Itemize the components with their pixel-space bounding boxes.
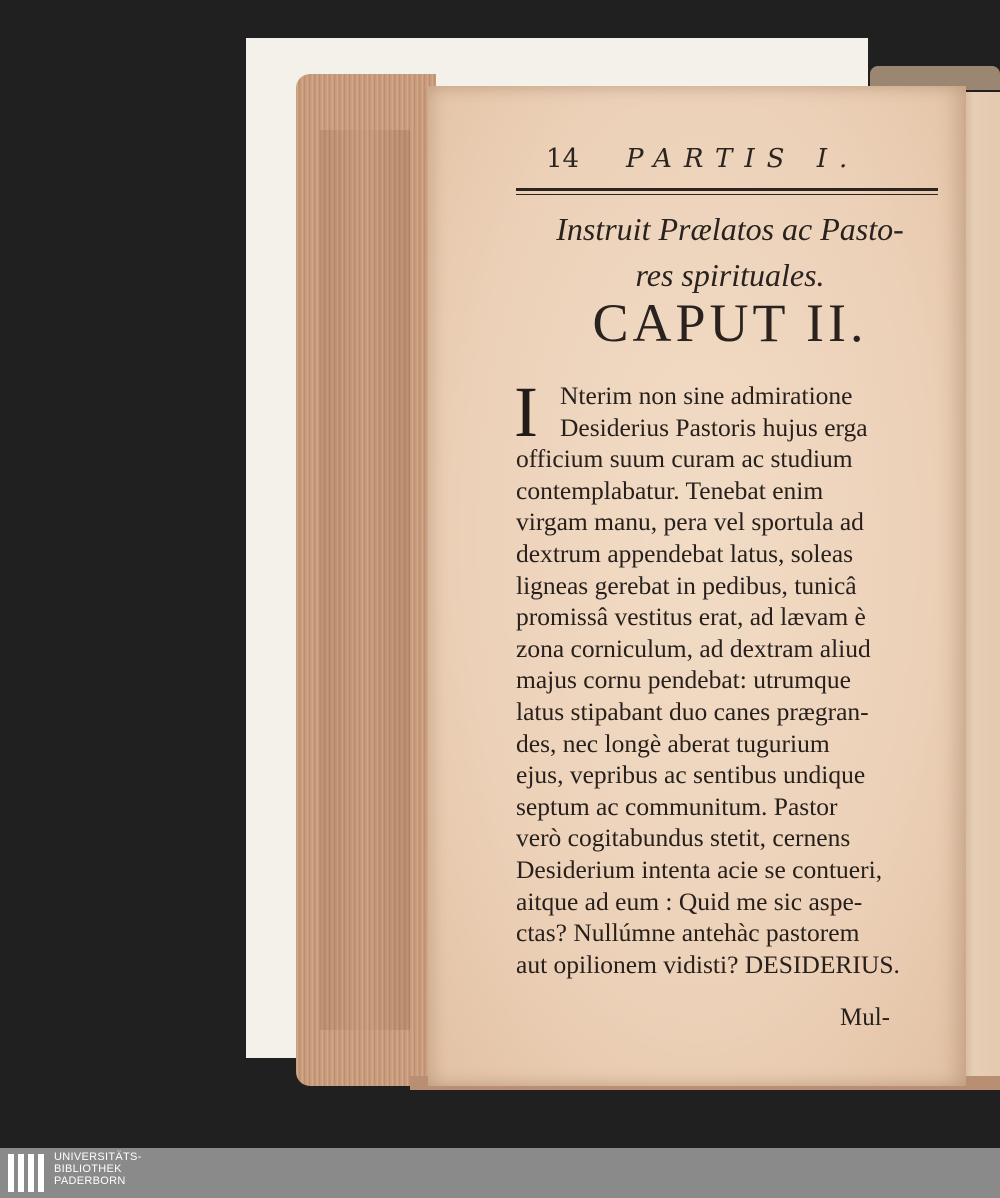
drop-cap: I [514,372,538,452]
logo-line-1: UNIVERSITÄTS- [54,1151,142,1163]
heading-line-2: res spirituales. [635,257,825,293]
text-line: latus stipabant duo canes prægran- [516,696,869,726]
text-line: majus cornu pendebat: utrumque [516,665,851,695]
header-rule-thin [516,194,938,195]
running-title: PARTIS I. [626,144,860,174]
text-line: verò cogitabundus stetit, cernens [516,823,851,853]
section-heading [516,206,944,298]
text-line: dextrum appendebat latus, soleas [516,538,854,568]
text-line: Nterim non sine admiratione [560,381,853,410]
library-logo-text [54,1151,142,1187]
text-line: officium suum curam ac studium [516,444,853,474]
running-head [546,144,936,184]
text-line: ejus, vepribus ac sentibus undique [516,760,866,790]
text-line: ctas? Nullúmne antehàc pastorem [516,918,860,948]
text-line: Desiderium intenta acie se contueri, [516,854,883,884]
library-logo-icon [8,1154,48,1192]
text-line: des, nec longè aberat tugurium [516,728,830,758]
text-line: contemplabatur. Tenebat enim [516,475,824,505]
text-line: virgam manu, pera vel sportula ad [516,507,864,537]
body-text [514,372,940,980]
logo-line-2: BIBLIOTHEK [54,1163,122,1175]
text-line: aitque ad eum : Quid me sic aspe- [516,886,863,916]
text-line: Desiderius Pastoris hujus erga [560,412,868,442]
text-line: ligneas gerebat in pedibus, tunicâ [516,570,857,600]
text-line: aut opilionem vidisti? DESIDERIUS. [516,949,900,979]
text-line: septum ac communitum. Pastor [516,791,838,821]
catchword: Mul- [840,1004,890,1031]
logo-line-3: PADERBORN [54,1175,126,1187]
page-number: 14 [546,144,580,174]
chapter-title: CAPUT II. [592,293,868,353]
heading-line-1: Instruit Prælatos ac Pasto- [556,211,904,247]
text-line: promissâ vestitus erat, ad lævam è [516,602,866,632]
library-footer-bar [0,1148,1000,1198]
header-rule-thick [516,188,938,191]
text-line: zona corniculum, ad dextram aliud [516,633,871,663]
page-edges-shading [320,130,410,1030]
